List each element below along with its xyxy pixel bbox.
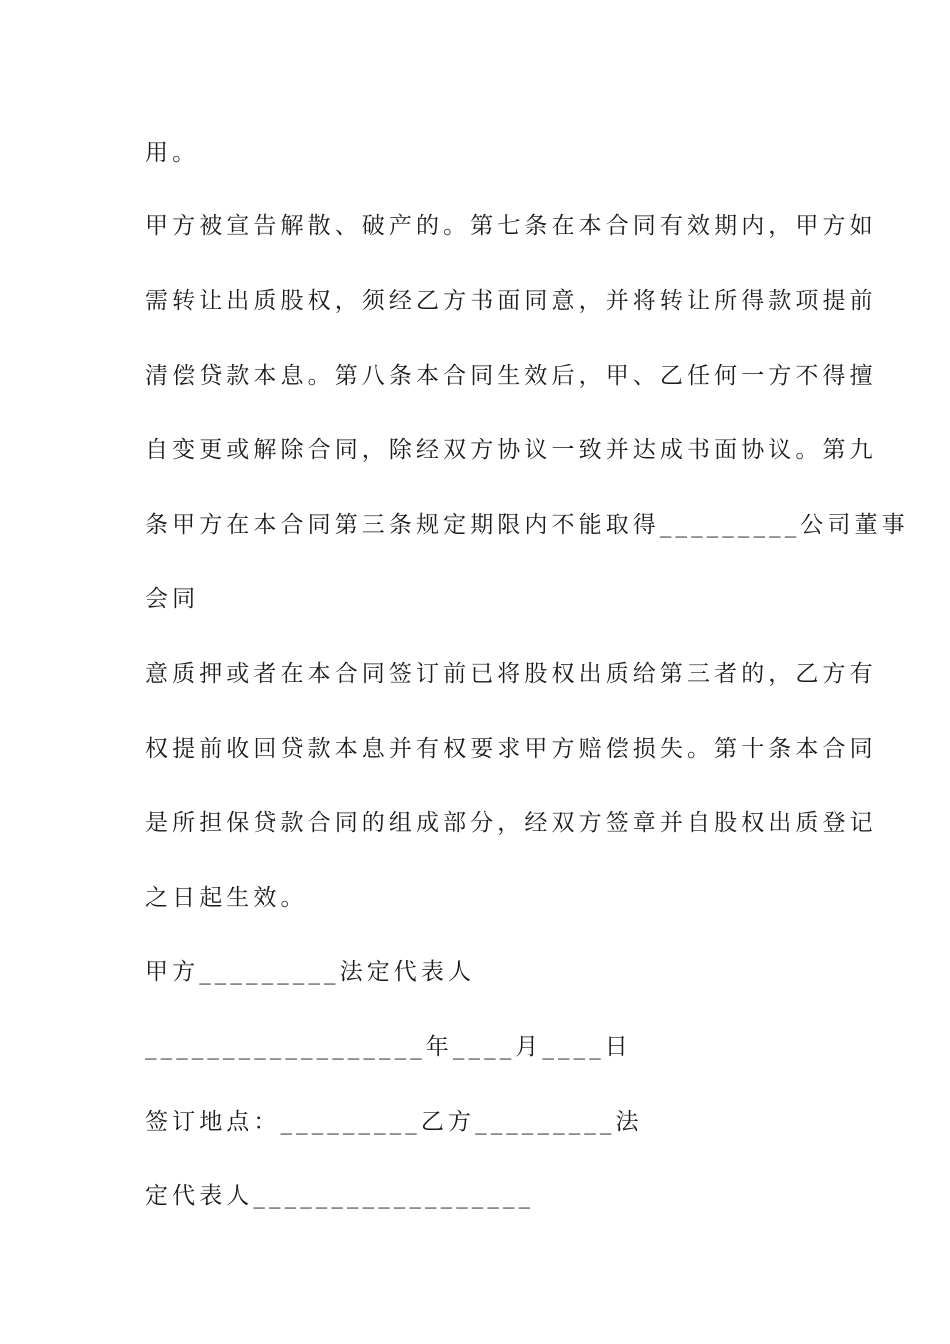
text-line: 需转让出质股权，须经乙方书面同意，并将转让所得款项提前 xyxy=(145,288,877,314)
text-line: 甲方被宣告解散、破产的。第七条在本合同有效期内，甲方如 xyxy=(145,213,877,239)
signing-place-line: 签订地点：_________乙方_________法 xyxy=(145,1109,643,1135)
text-line: 之日起生效。 xyxy=(145,885,308,911)
text-line: 自变更或解除合同，除经双方协议一致并达成书面协议。第九 xyxy=(145,437,877,463)
text-line: 权提前收回贷款本息并有权要求甲方赔偿损失。第十条本合同 xyxy=(145,736,877,762)
text-line: 意质押或者在本合同签订前已将股权出质给第三者的，乙方有 xyxy=(145,661,877,687)
text-line: 条甲方在本合同第三条规定期限内不能取得_________公司董事 xyxy=(145,512,909,538)
signature-line-party-a: 甲方_________法定代表人 xyxy=(145,959,476,985)
text-line: 会同 xyxy=(145,586,200,612)
date-line: __________________年____月____日 xyxy=(145,1034,632,1060)
text-line: 清偿贷款本息。第八条本合同生效后，甲、乙任何一方不得擅 xyxy=(145,363,877,389)
text-line: 是所担保贷款合同的组成部分，经双方签章并自股权出质登记 xyxy=(145,810,877,836)
text-line: 用。 xyxy=(145,140,200,166)
signature-line-party-b: 定代表人__________________ xyxy=(145,1183,535,1209)
